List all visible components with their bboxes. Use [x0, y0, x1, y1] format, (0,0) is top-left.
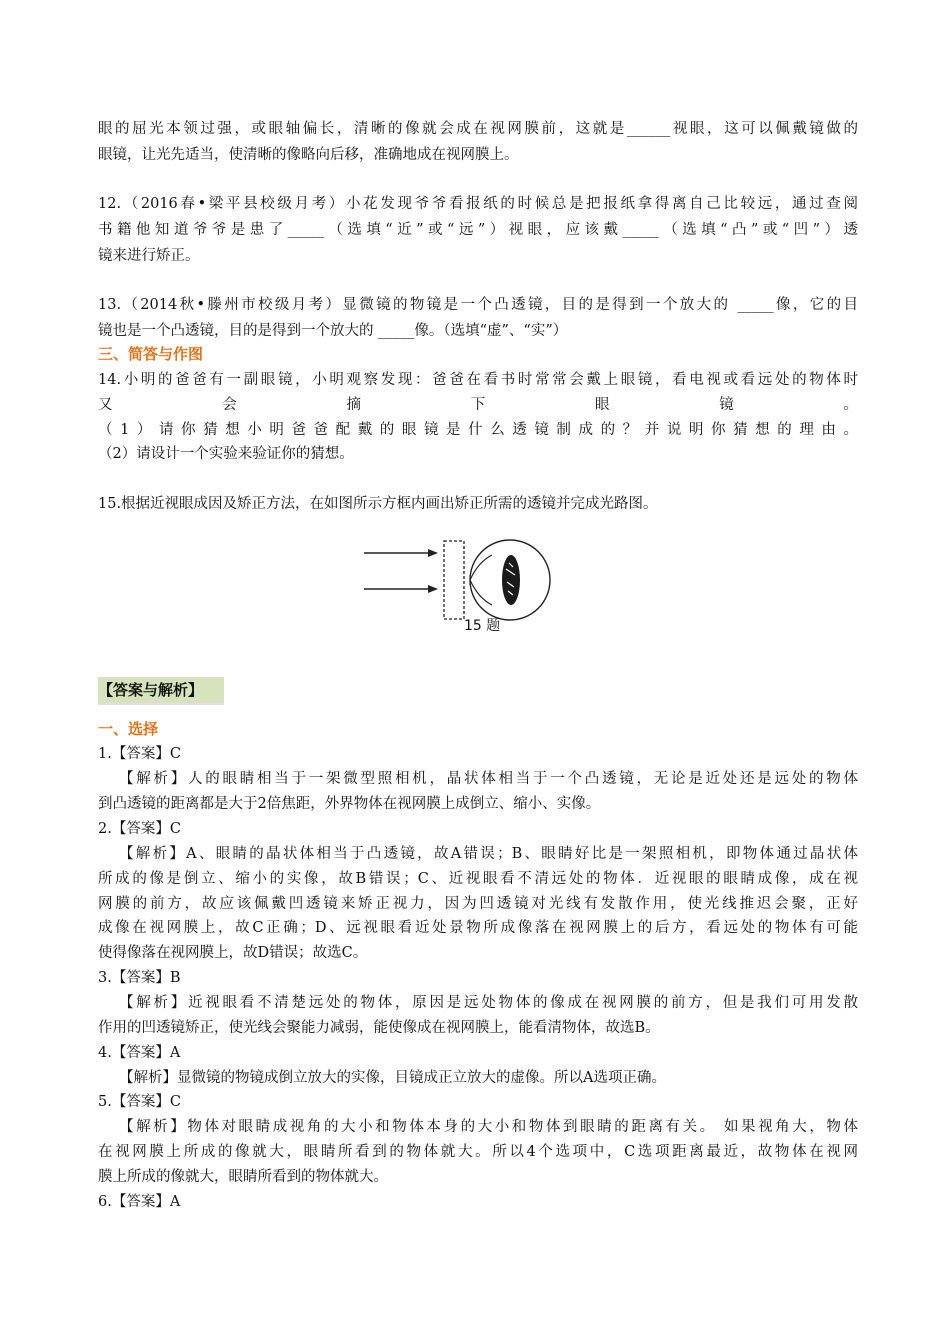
q12-line-2: 书籍他知道爷爷是患了_____（选填“近”或“远”）视眼，应该戴_____（选填“凸”或“凹”）透 — [98, 222, 858, 238]
answer-1: 1.【答案】C — [98, 746, 181, 762]
analysis-1-line-2: 到凸透镜的距离都是大于2倍焦距，外界物体在视网膜上成倒立、缩小、实像。 — [98, 796, 601, 812]
q12-line-1: 12.（2016春•梁平县校级月考）小花发现爷爷看报纸的时候总是把报纸拿得离自己比较远，通过查阅 — [98, 196, 858, 212]
answer-5: 5.【答案】C — [98, 1094, 181, 1110]
analysis-4-line-1: 【解析】显微镜的物镜成倒立放大的实像，目镜成正立放大的虚像。所以A选项正确。 — [119, 1070, 666, 1086]
analysis-2-line-4: 成像在视网膜上，故C正确；D、远视眼看近处景物所成像落在视网膜上的后方，看远处的物体有可能 — [98, 920, 858, 936]
answer-section-banner: 【答案与解析】 — [98, 677, 224, 705]
answer-2: 2.【答案】C — [98, 821, 181, 837]
answer-3: 3.【答案】B — [98, 970, 181, 986]
q15-text: 15.根据近视眼成因及矫正方法，在如图所示方框内画出矫正所需的透镜并完成光路图。 — [98, 496, 658, 512]
section-heading-short-answer: 三、简答与作图 — [98, 345, 204, 363]
analysis-2-line-5: 使得像落在视网膜上，故D错误；故选C。 — [98, 945, 368, 961]
analysis-3-line-1: 【解析】近视眼看不清楚远处的物体，原因是远处物体的像成在视网膜的前方，但是我们可用发散 — [119, 995, 858, 1011]
q11-line-1: 眼的屈光本领过强，或眼轴偏长，清晰的像就会成在视网膜前，这就是______视眼，这可以佩戴镜做的 — [98, 121, 858, 137]
eye-diagram-figure — [360, 537, 600, 637]
q11-line-2: 眼镜，让光先适当，使清晰的像略向后移，准确地成在视网膜上。 — [98, 147, 519, 163]
q14-line-4: （2）请设计一个实验来验证你的猜想。 — [98, 446, 354, 462]
q13-line-1: 13.（2014秋•滕州市校级月考）显微镜的物镜是一个凸透镜，目的是得到一个放大的 _____像，它的目 — [98, 297, 858, 313]
lens-placement-box — [444, 541, 464, 619]
crystalline-lens — [502, 555, 520, 605]
q14-line-3: （1）请你猜想小明爸爸配戴的眼镜是什么透镜制成的？并说明你猜想的理由。 — [98, 422, 858, 438]
analysis-1-line-1: 【解析】人的眼睛相当于一架微型照相机，晶状体相当于一个凸透镜，无论是近处还是远处的物体 — [119, 771, 858, 787]
ray-arrow-top — [428, 549, 438, 557]
analysis-5-line-1: 【解析】物体对眼睛成视角的大小和物体本身的大小和物体到眼睛的距离有关。 如果视角大，物体 — [119, 1119, 858, 1135]
figure-caption: 15 题 — [464, 618, 501, 634]
q14-line-2: 又 会 摘 下 眼 镜 。 — [98, 397, 858, 413]
q13-line-2: 镜也是一个凸透镜，目的是得到一个放大的 _____像。（选填“虚”、“实”） — [98, 323, 568, 339]
analysis-5-line-2: 在视网膜上所成的像就大，眼睛所看到的物体就大。所以4个选项中，C选项距离最近，故物体在视网 — [98, 1144, 858, 1160]
answer-6: 6.【答案】A — [98, 1194, 181, 1210]
analysis-2-line-2: 所成的像是倒立、缩小的实像，故B错误；C、近视眼看不清远处的物体．近视眼的眼睛成像，成在视 — [98, 871, 858, 887]
q12-line-3: 镜来进行矫正。 — [98, 248, 200, 264]
analysis-5-line-3: 膜上所成的像就大，眼睛所看到的物体就大。 — [98, 1169, 388, 1185]
answer-4: 4.【答案】A — [98, 1045, 181, 1061]
ray-arrow-bottom — [428, 585, 438, 593]
section-heading-choice: 一、选择 — [98, 720, 159, 738]
analysis-3-line-2: 作用的凹透镜矫正，使光线会聚能力减弱，能使像成在视网膜上，能看清物体，故选B。 — [98, 1020, 660, 1036]
analysis-2-line-1: 【解析】A、眼睛的晶状体相当于凸透镜，故A错误；B、眼睛好比是一架照相机，即物体通过晶状体 — [119, 846, 858, 862]
analysis-2-line-3: 网膜的前方，故应该佩戴凹透镜来矫正视力，因为凹透镜对光线有发散作用，使光线推迟会聚，正好 — [98, 896, 858, 912]
q14-line-1: 14.小明的爸爸有一副眼镜，小明观察发现：爸爸在看书时常常会戴上眼镜，看电视或看远处的物体时 — [98, 372, 858, 388]
